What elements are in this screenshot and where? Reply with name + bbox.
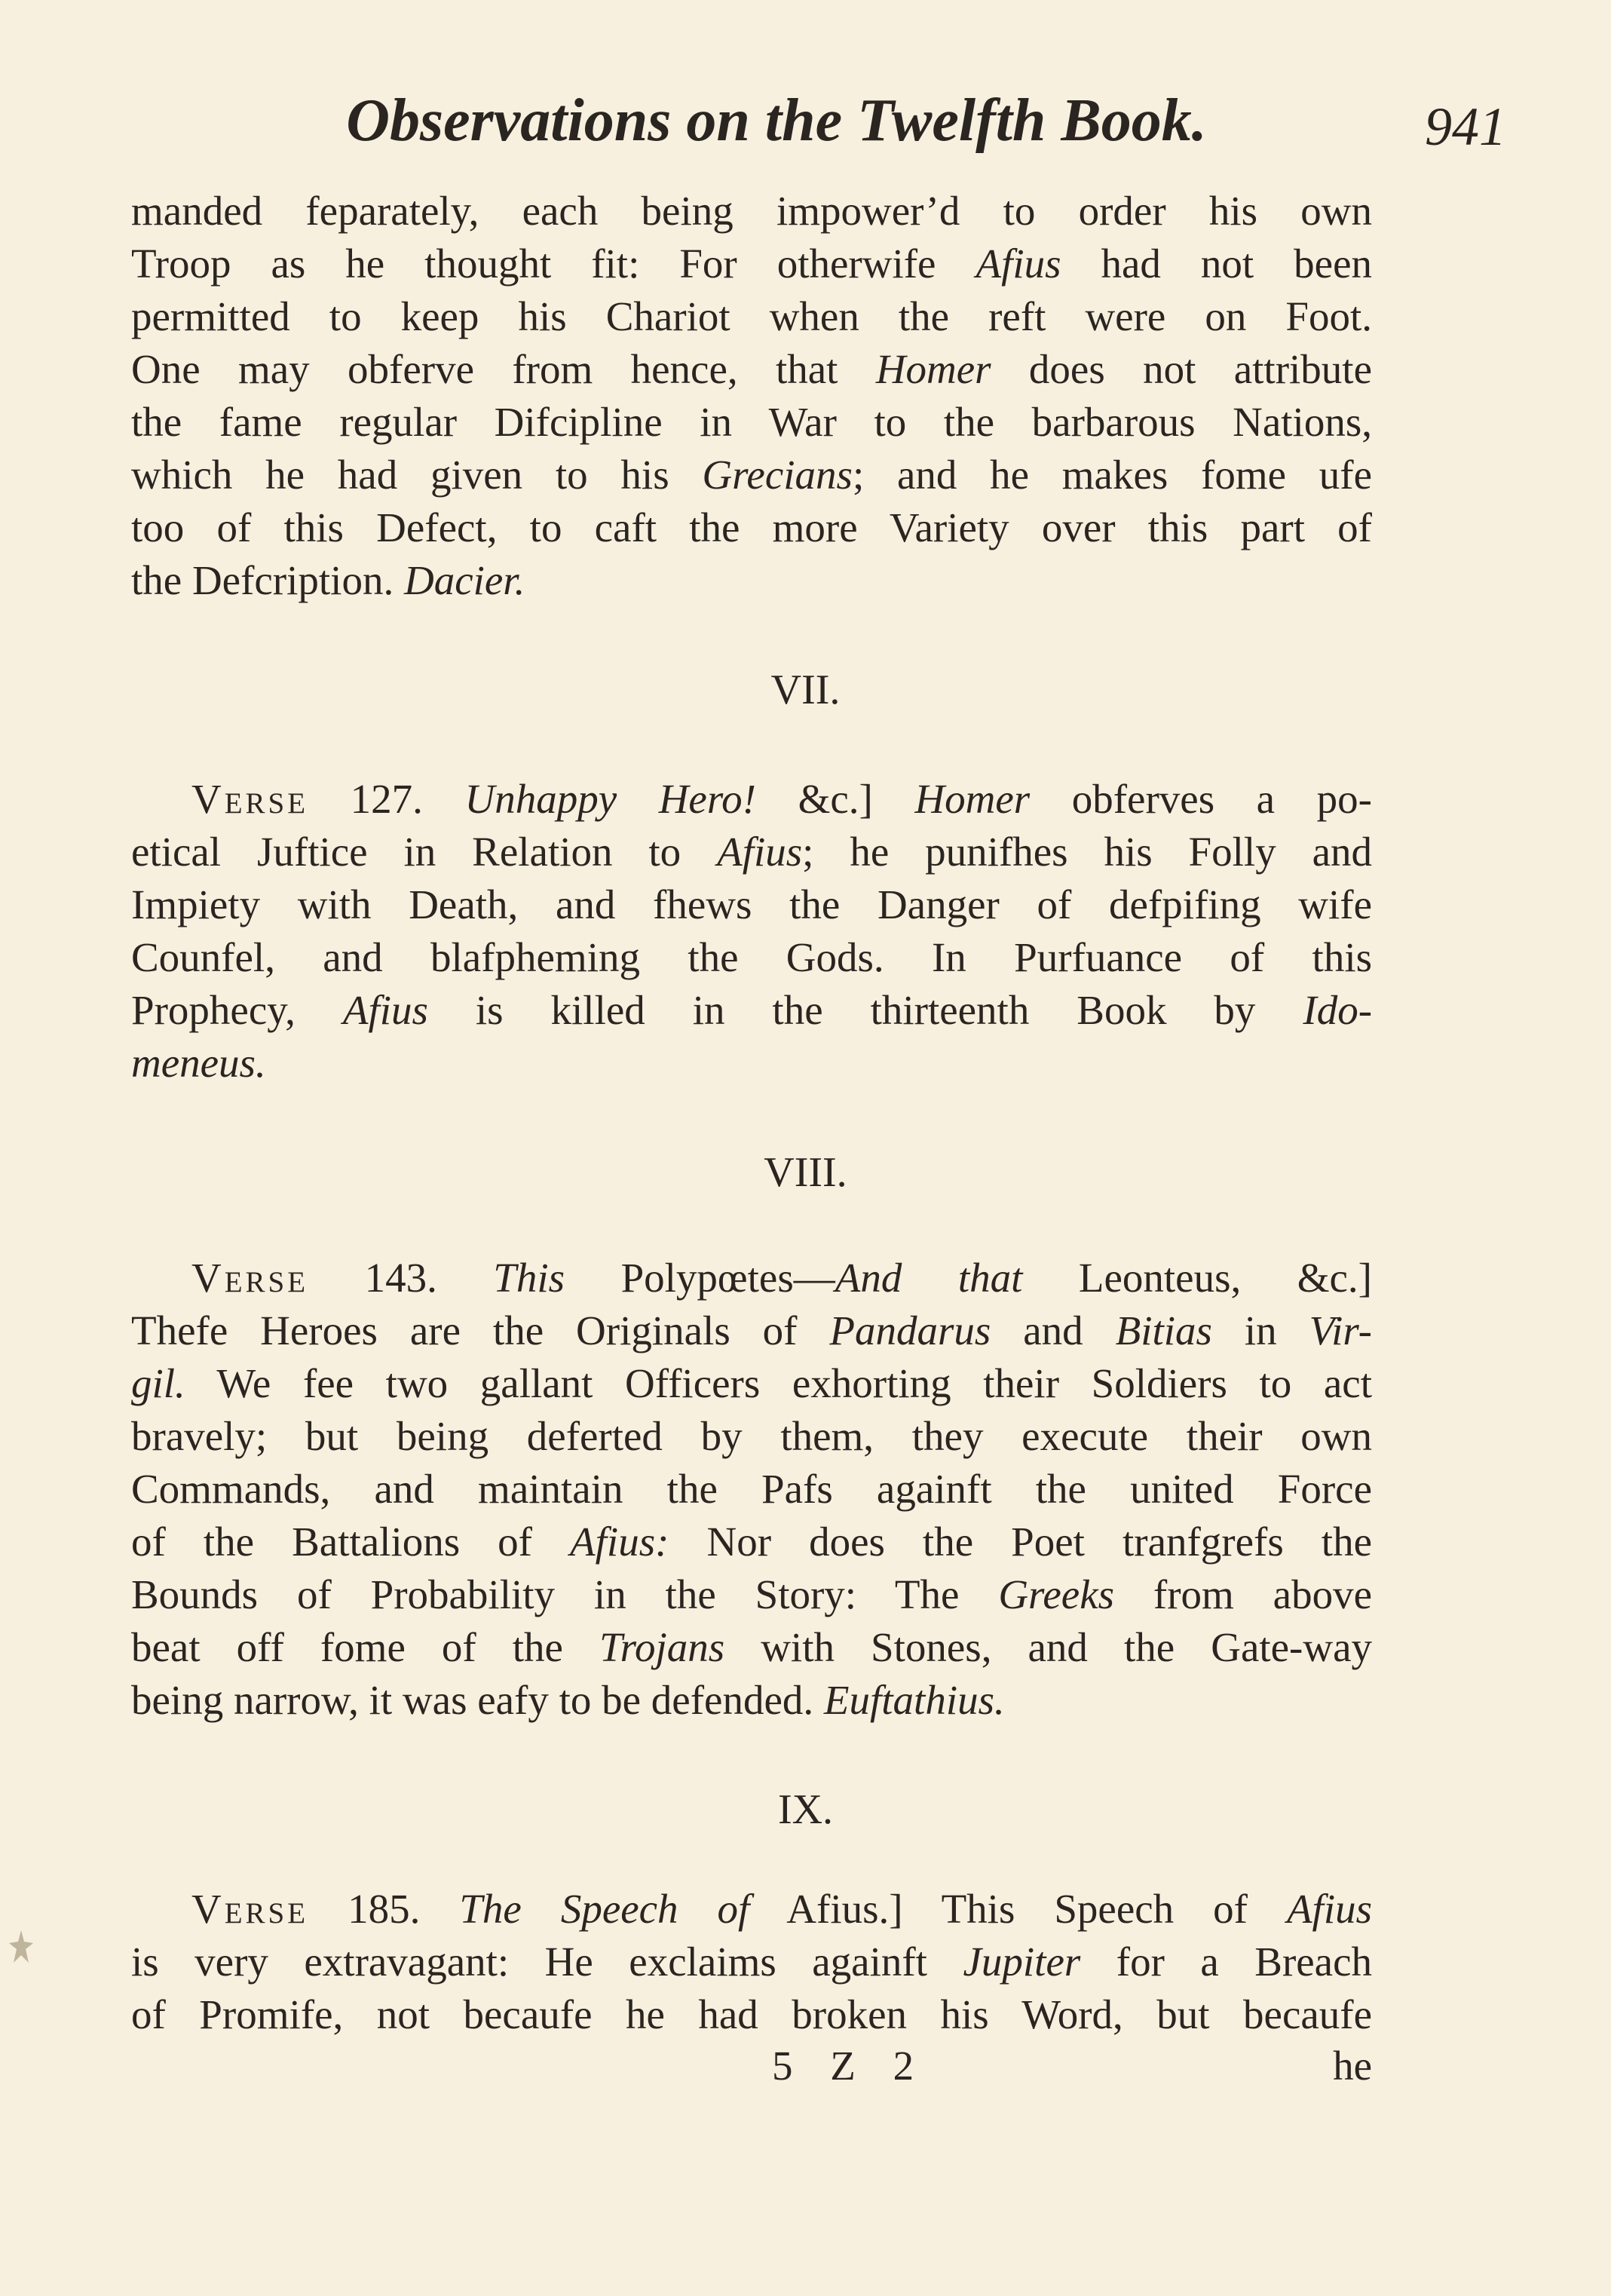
text-line: Counfel, and blafpheming the Gods. In Purfuance of this (131, 934, 1372, 980)
running-title: Observations on the Twelfth Book. (346, 87, 1207, 154)
text-line: of the Battalions of Afius: Nor does the Poet tranfgrefs the (131, 1519, 1372, 1565)
page-footer (131, 2042, 1372, 2095)
section-heading-viii: VIII. (764, 1149, 847, 1196)
text-line: Verse 185. The Speech of Afius.] This Speech of Afius (191, 1886, 1373, 1932)
section-heading-ix: IX. (777, 1786, 834, 1833)
text-line: bravely; but being deferted by them, they execute their own (131, 1413, 1372, 1459)
page-number: 941 (1425, 97, 1506, 157)
text-line: permitted to keep his Chariot when the reft were on Foot. (131, 293, 1372, 339)
text-line: too of this Defect, to caft the more Variety over this part of (131, 504, 1372, 550)
text-line: etical Juftice in Relation to Afius; he punifhes his Folly and (131, 829, 1372, 875)
paragraph-verse-143 (131, 1252, 1372, 1727)
text-line: beat off fome of the Trojans with Stones, and the Gate-way (131, 1624, 1372, 1670)
paragraph-verse-185 (131, 1883, 1372, 2041)
text-line: the fame regular Difcipline in War to the barbarous Nations, (131, 399, 1372, 445)
paragraph-verse-127 (131, 773, 1372, 1090)
catchword: he (1333, 2043, 1372, 2089)
text-line: of Promife, not becaufe he had broken his Word, but becaufe (131, 1991, 1372, 2037)
text-line: Verse 143. This Polypœtes—And that Leonteus, &c.] (191, 1255, 1372, 1301)
paragraph-opening (131, 185, 1372, 607)
text-line: meneus. (131, 1040, 266, 1086)
text-line: Thefe Heroes are the Originals of Pandarus and Bitias in Vir- (131, 1307, 1372, 1353)
text-line: Impiety with Death, and fhews the Danger of defpifing wife (131, 881, 1372, 927)
text-line: One may obferve from hence, that Homer does not attribute (131, 346, 1372, 392)
page-header (0, 83, 1611, 166)
margin-blot-icon (6, 1927, 36, 1972)
text-line: is very extravagant: He exclaims againft Jupiter for a Breach (131, 1939, 1373, 1985)
text-line: being narrow, it was eafy to be defended. Euftathius. (131, 1677, 1005, 1723)
text-line: the Defcription. Dacier. (131, 557, 525, 603)
text-line: manded feparately, each being impower’d to order his own (131, 188, 1372, 234)
text-line: gil. We fee two gallant Officers exhorting their Soldiers to act (131, 1360, 1372, 1406)
author-citation: Dacier. (403, 557, 525, 603)
text-line: Verse 127. Unhappy Hero! &c.] Homer obferves a po- (191, 776, 1372, 822)
text-line: Troop as he thought fit: For otherwife Afius had not been (131, 241, 1372, 287)
text-line: Prophecy, Afius is killed in the thirteenth Book by Ido- (131, 987, 1373, 1033)
text-line: which he had given to his Grecians; and he makes fome ufe (131, 452, 1372, 498)
text-line: Commands, and maintain the Pafs againft the united Force (131, 1466, 1372, 1512)
section-heading-vii: VII. (770, 667, 841, 713)
author-citation: Euftathius. (823, 1677, 1005, 1723)
signature-mark: 5 Z 2 (772, 2043, 928, 2089)
text-line: Bounds of Probability in the Story: The Greeks from above (131, 1571, 1372, 1617)
